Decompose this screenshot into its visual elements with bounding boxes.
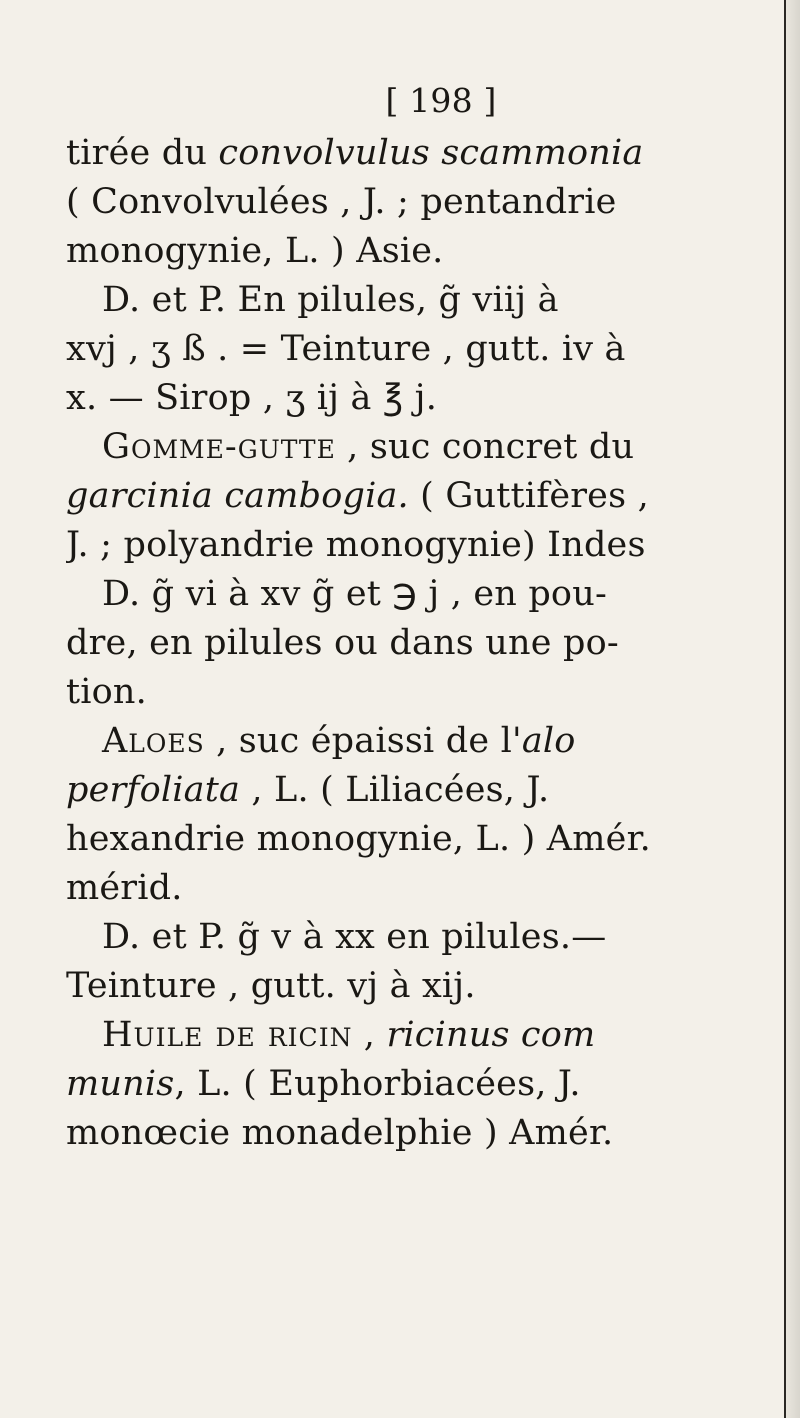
text-line	[66, 864, 794, 913]
text-line	[66, 619, 794, 668]
text-line	[66, 423, 794, 472]
text-run: convolvulus scammonia	[218, 133, 644, 173]
text-line	[66, 178, 794, 227]
text-run: garcinia cambogia.	[66, 476, 409, 516]
text-line	[66, 325, 794, 374]
text-run: monogynie, L. ) Asie.	[66, 231, 444, 271]
text-run: Aloes	[102, 721, 205, 761]
text-run: , suc concret du	[335, 427, 635, 467]
text-line	[66, 717, 794, 766]
text-line	[66, 276, 794, 325]
text-run: Gomme-gutte	[102, 427, 336, 467]
text-run: , L. ( Euphorbiacées, J.	[174, 1064, 581, 1104]
text-line	[66, 962, 794, 1011]
text-line	[66, 570, 794, 619]
text-run: Huile de ricin	[102, 1015, 353, 1055]
text-run: ( Guttifères ,	[408, 476, 649, 516]
text-lines	[66, 129, 794, 1158]
text-run: D. et P. g̃ v à xx en pilules.—	[102, 917, 607, 957]
text-line	[66, 374, 794, 423]
text-run: Teinture , gutt. vj à xij.	[66, 966, 476, 1006]
text-run: , L. ( Liliacées, J.	[240, 770, 550, 810]
text-run: monœcie monadelphie ) Amér.	[66, 1113, 614, 1153]
text-run: D. et P. En pilules, g̃ viij à	[102, 280, 559, 320]
text-line	[66, 668, 794, 717]
text-block	[66, 76, 794, 1158]
text-line	[66, 227, 794, 276]
text-line	[66, 1109, 794, 1158]
text-run: ( Convolvulées , J. ; pentandrie	[66, 182, 617, 222]
text-run: ricinus com	[386, 1015, 596, 1055]
text-line	[66, 815, 794, 864]
text-line	[66, 766, 794, 815]
text-line	[66, 472, 794, 521]
text-run: tion.	[66, 672, 147, 712]
text-run: , suc épaissi de l'	[204, 721, 522, 761]
text-run: D. g̃ vi à xv g̃ et ℈ j , en pou-	[102, 574, 607, 614]
text-line	[66, 129, 794, 178]
text-run: J. ; polyandrie monogynie) Indes	[66, 525, 646, 565]
text-run: x. — Sirop , ʒ ij à ℥ j.	[66, 378, 438, 418]
text-line	[66, 913, 794, 962]
text-run: ,	[352, 1015, 387, 1055]
text-run: hexandrie monogynie, L. ) Amér.	[66, 819, 651, 859]
text-run: alo	[521, 721, 576, 761]
text-run: tirée du	[66, 133, 219, 173]
text-line	[66, 1060, 794, 1109]
text-run: mérid.	[66, 868, 183, 908]
text-line	[66, 521, 794, 570]
text-run: perfoliata	[66, 770, 241, 810]
text-run: xvj , ʒ ß . = Teinture , gutt. iv à	[66, 329, 626, 369]
text-run: dre, en pilules ou dans une po-	[66, 623, 619, 663]
page-number: [ 198 ]	[385, 81, 497, 120]
text-line	[66, 1011, 794, 1060]
text-run: munis	[66, 1064, 175, 1104]
